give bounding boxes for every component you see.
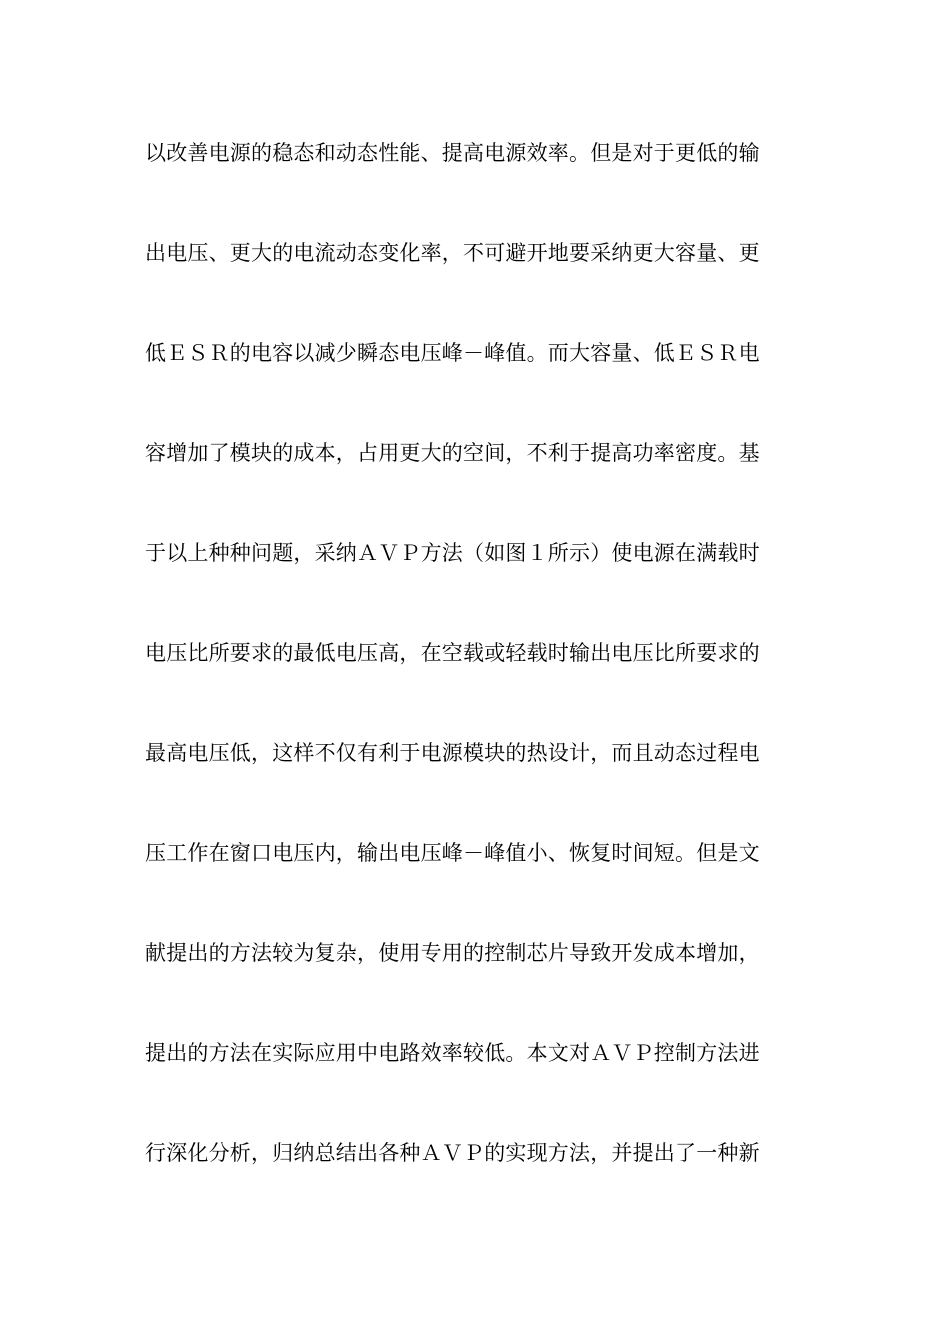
text-line: 低ＥＳＲ的电容以减少瞬态电压峰－峰值。而大容量、低ＥＳＲ电 [145,341,760,365]
text-line: 以改善电源的稳态和动态性能、提高电源效率。但是对于更低的输 [145,141,760,165]
text-line: 提出的方法在实际应用中电路效率较低。本文对ＡＶＰ控制方法进 [145,1041,760,1065]
body-text [145,132,805,1232]
text-line: 最高电压低，这样不仅有利于电源模块的热设计，而且动态过程电 [145,741,760,765]
text-line: 电压比所要求的最低电压高，在空载或轻载时输出电压比所要求的 [145,641,760,665]
text-line: 于以上种种问题，采纳ＡＶＰ方法（如图１所示）使电源在满载时 [145,541,760,565]
text-line: 行深化分析，归纳总结出各种ＡＶＰ的实现方法，并提出了一种新 [145,1141,760,1165]
text-line: 压工作在窗口电压内，输出电压峰－峰值小、恢复时间短。但是文 [145,841,760,865]
text-line: 出电压、更大的电流动态变化率，不可避开地要采纳更大容量、更 [145,241,760,265]
text-line: 献提出的方法较为复杂，使用专用的控制芯片导致开发成本增加， [145,941,760,965]
text-line: 容增加了模块的成本，占用更大的空间，不利于提高功率密度。基 [145,441,760,465]
